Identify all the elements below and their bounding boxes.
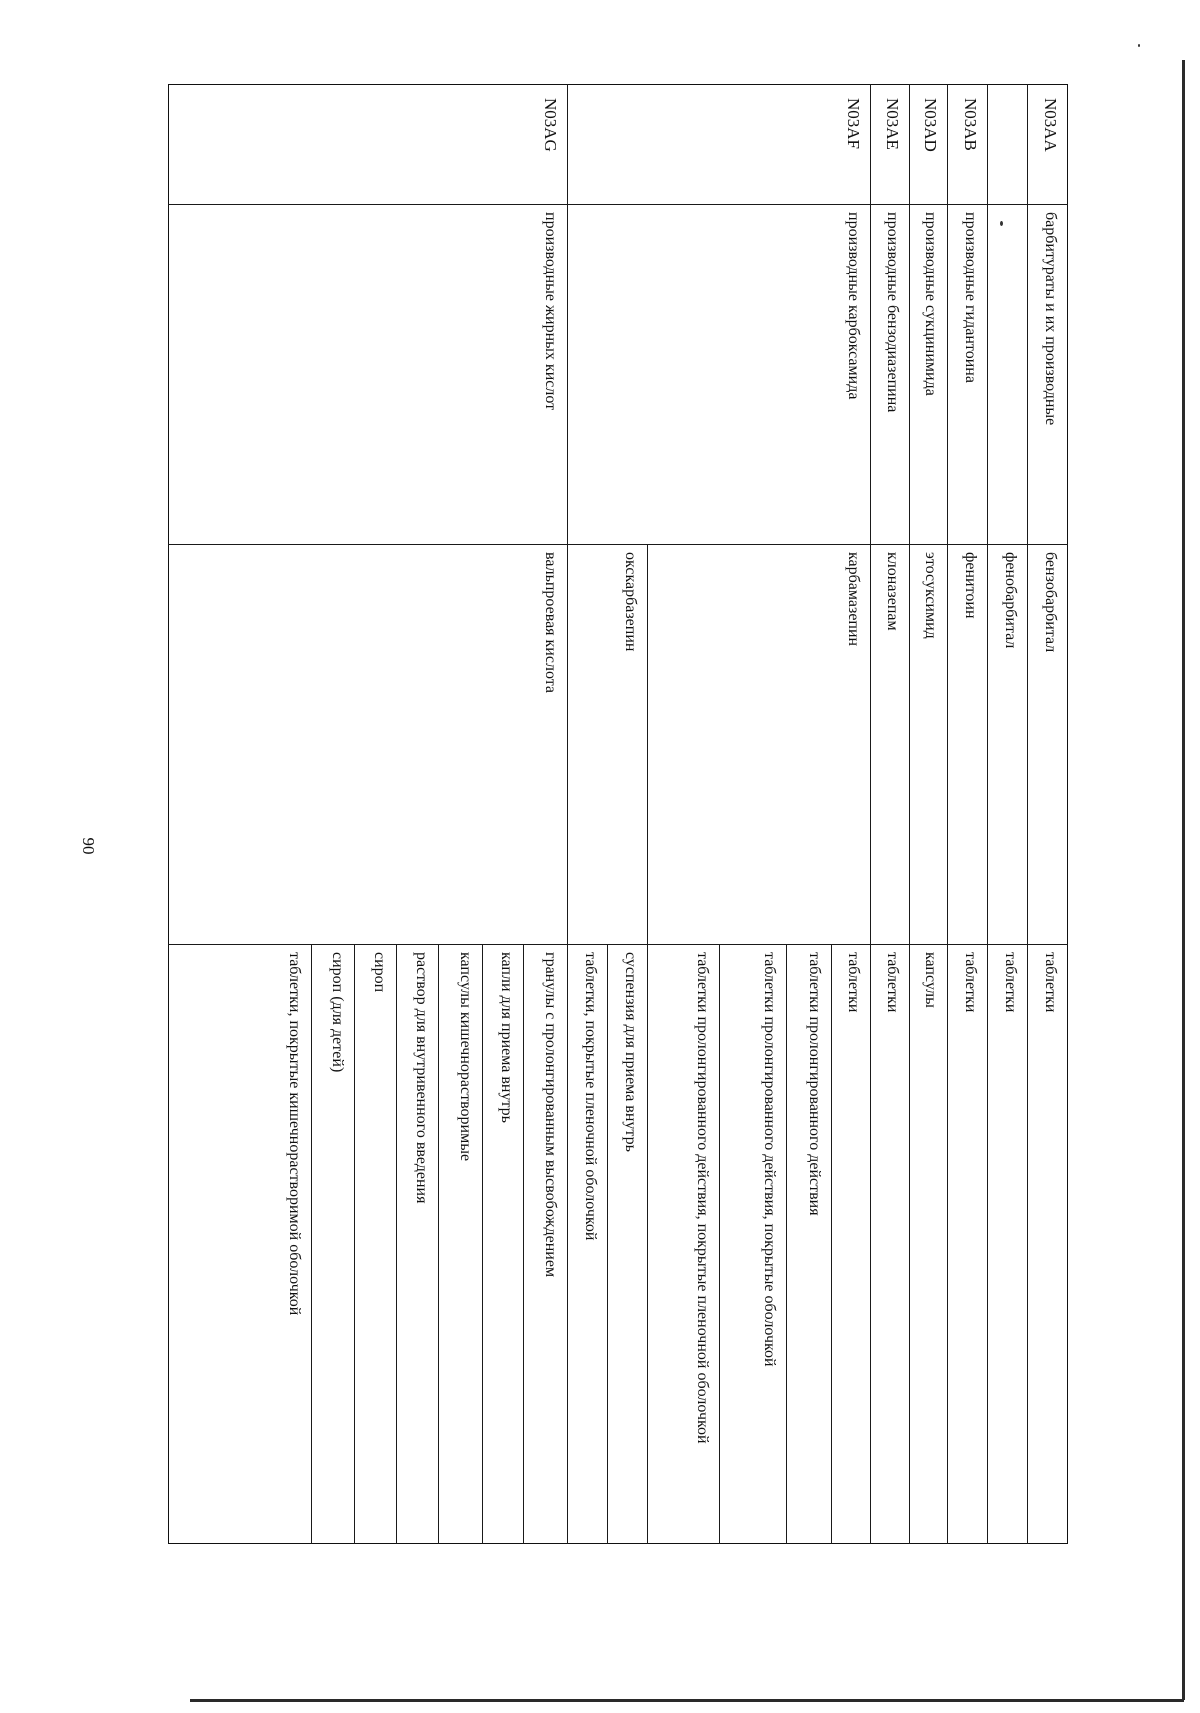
row-divider (523, 944, 524, 1544)
cell-form: гранулы с пролонгированным высвобождением (542, 952, 559, 1278)
cell-group: барбитураты и их производные (1042, 212, 1059, 426)
cell-form: таблетки (962, 952, 979, 1013)
cell-form: сироп (для детей) (329, 952, 346, 1073)
cell-form: таблетки, покрытые кишечнорастворимой оболочкой (286, 952, 303, 1316)
cell-code: N03AE (883, 98, 902, 150)
cell-form: таблетки, покрытые пленочной оболочкой (582, 952, 599, 1241)
cell-code: N03AF (844, 98, 863, 150)
cell-form: таблетки пролонгированного действия (806, 952, 823, 1216)
scan-edge-right (1182, 60, 1185, 1700)
row-divider (831, 944, 832, 1544)
cell-drug: окскарбазепин (622, 552, 639, 652)
cell-form: капсулы кишечнорастворимые (457, 952, 474, 1162)
row-divider (311, 944, 312, 1544)
scan-edge-bottom (190, 1699, 1184, 1702)
row-divider (482, 944, 483, 1544)
row-divider (438, 944, 439, 1544)
drug-table (168, 84, 1068, 1544)
cell-form: таблетки (845, 952, 862, 1013)
row-divider (647, 544, 648, 1544)
cell-group: производные сукцинимида (922, 212, 939, 396)
cell-code: N03AG (541, 98, 560, 152)
cell-form: таблетки пролонгированного действия, покрытые оболочкой (761, 952, 778, 1367)
row-divider (607, 944, 608, 1544)
column-divider (168, 204, 1068, 205)
row-divider (786, 944, 787, 1544)
cell-drug: фенобарбитал (1002, 552, 1019, 649)
row-divider (719, 944, 720, 1544)
cell-drug: клоназепам (884, 552, 901, 631)
row-divider (396, 944, 397, 1544)
cell-form: сироп (371, 952, 388, 993)
cell-form: таблетки (1042, 952, 1059, 1013)
cell-group: производные гидантоина (962, 212, 979, 383)
cell-form: раствор для внутривенного введения (413, 952, 430, 1204)
cell-form: таблетки (1002, 952, 1019, 1013)
cell-form: суспензия для приема внутрь (622, 952, 639, 1152)
cell-drug: фенитоин (962, 552, 979, 619)
cell-form: капсулы (922, 952, 939, 1008)
cell-code: N03AB (961, 98, 980, 151)
row-divider (870, 84, 871, 1544)
row-divider (987, 84, 988, 1544)
cell-group: производные жирных кислот (542, 212, 559, 411)
column-divider (648, 544, 1068, 545)
row-divider (1027, 84, 1028, 1544)
page-number: 90 (79, 837, 98, 855)
cell-form: капли для приема внутрь (498, 952, 515, 1123)
row-divider (909, 84, 910, 1544)
cell-group: производные бензодиазепина (884, 212, 901, 413)
cell-code: N03AD (921, 98, 940, 152)
cell-drug: вальпроевая кислота (542, 552, 559, 694)
cell-group: производные карбоксамида (845, 212, 862, 400)
row-divider (354, 944, 355, 1544)
scan-speck (1138, 44, 1140, 47)
cell-form: таблетки (884, 952, 901, 1013)
column-divider (168, 944, 1068, 945)
row-divider (567, 84, 568, 1544)
cell-form: таблетки пролонгированного действия, покрытые пленочной оболочкой (694, 952, 711, 1444)
cell-drug: карбамазепин (845, 552, 862, 647)
cell-code: N03AA (1041, 98, 1060, 152)
cell-drug: бензобарбитал (1042, 552, 1059, 653)
cell-drug: этосуксимид (922, 552, 939, 639)
column-divider (168, 544, 648, 545)
row-divider (947, 84, 948, 1544)
